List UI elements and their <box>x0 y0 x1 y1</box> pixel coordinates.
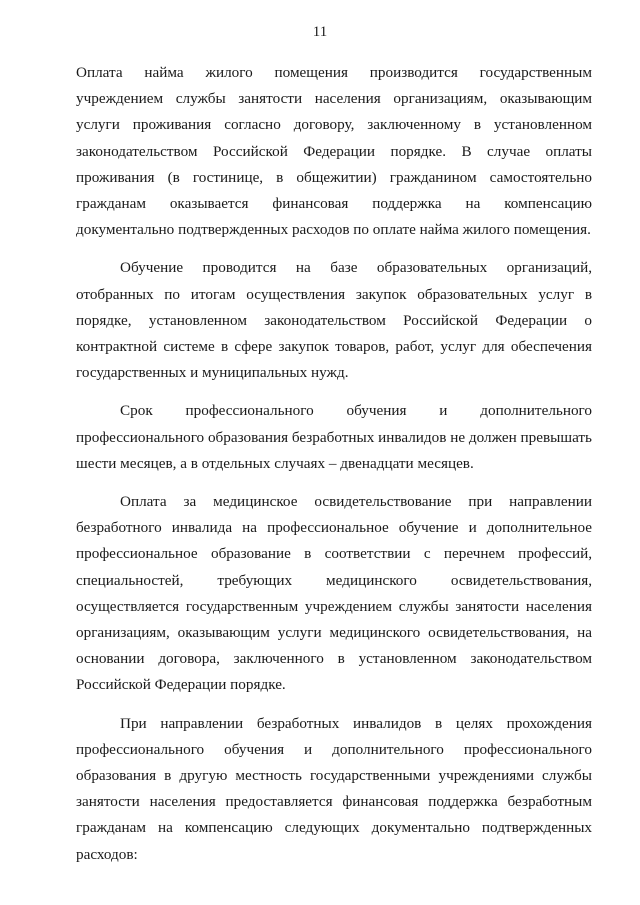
paragraph-training-organizations: Обучение проводится на базе образовательных организаций, отобранных по итогам осуществления закупок образовательных услуг в порядке, установленном законодательством Российской Федерации о контрактной системе в сфере закупок товаров, работ, услуг для обеспечения государственных и муниципальных нужд. <box>76 259 592 382</box>
document-body <box>76 60 592 880</box>
page-number: 11 <box>312 24 328 40</box>
paragraph-medical-examination: Оплата за медицинское освидетельствование при направлении безработного инвалида на профессиональное обучение и дополнительное профессиональное образование в соответствии с перечнем профессий, специальностей, требующих медицинского освидетельствования, осуществляется государственным учреждением службы занятости населения организациям, оказывающим услуги медицинского освидетельствования, на основании договора, заключенного в установленном законодательством Российской Федерации порядке. <box>76 493 592 694</box>
paragraph-training-duration: Срок профессионального обучения и дополнительного профессионального образования безработных инвалидов не должен превышать шести месяцев, а в отдельных случаях – двенадцати месяцев. <box>76 402 592 472</box>
paragraph-housing-payment: Оплата найма жилого помещения производится государственным учреждением службы занятости населения организациям, оказывающим услуги проживания согласно договору, заключенному в установленном законодательством Российской Федерации порядке. В случае оплаты проживания (в гостинице, в общежитии) гражданином самостоятельно гражданам оказывается финансовая поддержка на компенсацию документально подтвержденных расходов по оплате найма жилого помещения. <box>76 64 592 239</box>
paragraph-relocation-support: При направлении безработных инвалидов в целях прохождения профессионального обучения и дополнительного профессионального образования в другую местность государственными учреждениями службы занятости населения предоставляется финансовая поддержка безработным гражданам на компенсацию следующих документально подтвержденных расходов: <box>76 714 592 863</box>
